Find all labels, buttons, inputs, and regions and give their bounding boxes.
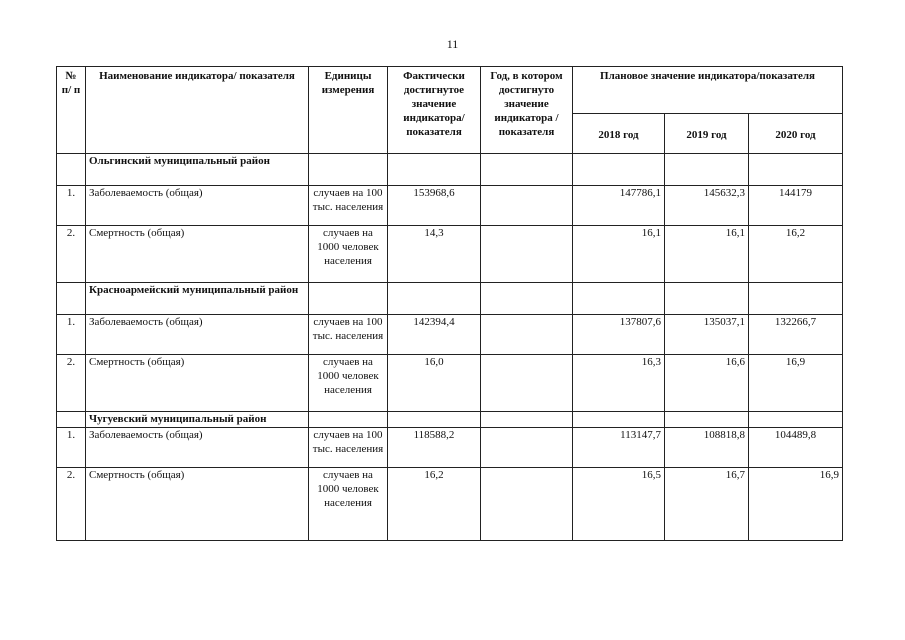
row-actual: 14,3	[388, 226, 481, 283]
row-plan-2020: 132266,7	[749, 315, 843, 355]
section-row	[57, 412, 843, 428]
header-num: № п/ п	[57, 67, 86, 154]
row-plan-2018: 16,3	[573, 355, 665, 412]
section-title: Ольгинский муниципальный район	[86, 154, 309, 186]
row-plan-2020: 104489,8	[749, 428, 843, 468]
row-num: 1.	[57, 315, 86, 355]
row-actual: 142394,4	[388, 315, 481, 355]
page-number: 11	[446, 37, 459, 51]
row-plan-2020: 16,9	[749, 355, 843, 412]
row-units: случаев на 1000 человек населения	[309, 226, 388, 283]
header-row	[57, 67, 843, 114]
row-plan-2018: 16,5	[573, 468, 665, 541]
table-row	[57, 315, 843, 355]
row-plan-2020: 16,2	[749, 226, 843, 283]
row-year	[481, 468, 573, 541]
indicators-table	[56, 66, 843, 541]
header-year-2019: 2019 год	[665, 114, 749, 154]
row-plan-2018: 16,1	[573, 226, 665, 283]
row-units: случаев на 100 тыс. населения	[309, 315, 388, 355]
row-name: Смертность (общая)	[86, 226, 309, 283]
row-plan-2019: 135037,1	[665, 315, 749, 355]
header-units: Единицы измерения	[309, 67, 388, 154]
header-year: Год, в котором достигнуто значение индикатора /показателя	[481, 67, 573, 154]
row-plan-2018: 113147,7	[573, 428, 665, 468]
row-num: 2.	[57, 355, 86, 412]
row-num: 1.	[57, 428, 86, 468]
table-row	[57, 186, 843, 226]
table-row	[57, 226, 843, 283]
row-actual: 16,0	[388, 355, 481, 412]
row-name: Заболеваемость (общая)	[86, 315, 309, 355]
row-plan-2020: 16,9	[749, 468, 843, 541]
row-plan-2019: 16,1	[665, 226, 749, 283]
table-row	[57, 468, 843, 541]
row-num: 2.	[57, 468, 86, 541]
row-year	[481, 186, 573, 226]
header-year-2018: 2018 год	[573, 114, 665, 154]
section-title: Чугуевский муниципальный район	[86, 412, 309, 428]
row-name: Заболеваемость (общая)	[86, 428, 309, 468]
header-name: Наименование индикатора/ показателя	[86, 67, 309, 154]
row-actual: 118588,2	[388, 428, 481, 468]
header-plan: Плановое значение индикатора/показателя	[573, 67, 843, 114]
row-name: Смертность (общая)	[86, 355, 309, 412]
row-plan-2020: 144179	[749, 186, 843, 226]
section-title: Красноармейский муниципальный район	[86, 283, 309, 315]
row-plan-2019: 108818,8	[665, 428, 749, 468]
row-year	[481, 355, 573, 412]
row-plan-2018: 137807,6	[573, 315, 665, 355]
row-units: случаев на 1000 человек населения	[309, 468, 388, 541]
header-year-2020: 2020 год	[749, 114, 843, 154]
row-num: 1.	[57, 186, 86, 226]
row-actual: 153968,6	[388, 186, 481, 226]
row-plan-2019: 16,6	[665, 355, 749, 412]
row-num: 2.	[57, 226, 86, 283]
section-row	[57, 154, 843, 186]
row-units: случаев на 100 тыс. населения	[309, 186, 388, 226]
row-plan-2019: 16,7	[665, 468, 749, 541]
row-actual: 16,2	[388, 468, 481, 541]
row-year	[481, 428, 573, 468]
header-actual: Фактически достигнутое значение индикатора/ показателя	[388, 67, 481, 154]
row-plan-2019: 145632,3	[665, 186, 749, 226]
row-year	[481, 226, 573, 283]
table-row	[57, 428, 843, 468]
section-row	[57, 283, 843, 315]
row-year	[481, 315, 573, 355]
table-row	[57, 355, 843, 412]
row-units: случаев на 100 тыс. населения	[309, 428, 388, 468]
row-name: Смертность (общая)	[86, 468, 309, 541]
row-name: Заболеваемость (общая)	[86, 186, 309, 226]
row-units: случаев на 1000 человек населения	[309, 355, 388, 412]
row-plan-2018: 147786,1	[573, 186, 665, 226]
